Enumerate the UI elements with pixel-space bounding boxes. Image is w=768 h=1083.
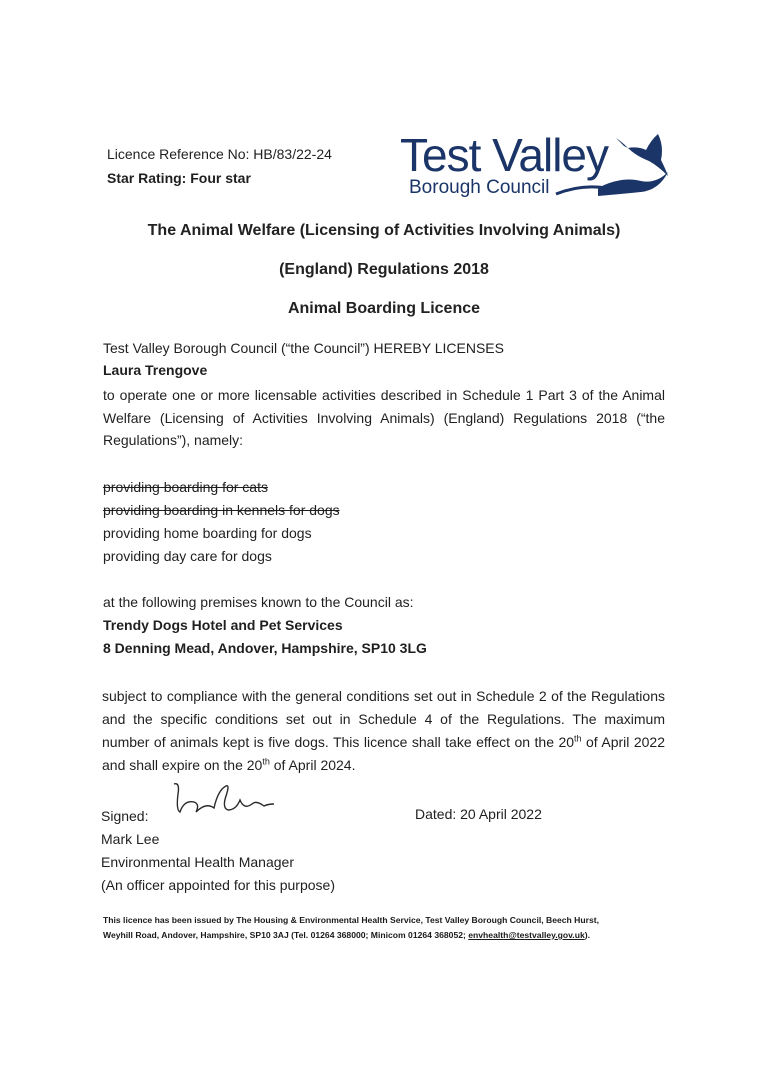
activity-item: providing boarding in kennels for dogs [103, 502, 340, 518]
logo-main-text: Test Valley [400, 129, 609, 181]
activity-item: providing home boarding for dogs [103, 525, 312, 541]
title-line-1: The Animal Welfare (Licensing of Activities Involving Animals) [147, 222, 621, 239]
activity-item: providing boarding for cats [103, 479, 268, 495]
ordinal-suffix: th [574, 733, 582, 744]
email-link[interactable]: envhealth@testvalley.gov.uk [468, 930, 585, 940]
logo-sub-text: Borough Council [409, 177, 550, 198]
footer-line-2 [103, 928, 673, 943]
signatory-role: Environmental Health Manager [101, 854, 294, 870]
conditions-text [102, 685, 665, 777]
conditions-part-3: of April 2024. [269, 757, 356, 773]
signed-label: Signed: [101, 808, 149, 824]
conditions-part-2: of April 2022 and shall expire on the 20 [102, 734, 665, 773]
licensee-name: Laura Trengove [103, 362, 208, 378]
licence-type-title: Animal Boarding Licence [287, 300, 481, 317]
footer-end: ). [584, 930, 590, 940]
premises-intro: at the following premises known to the Council as: [103, 594, 414, 610]
activity-item: providing day care for dogs [103, 548, 272, 564]
ordinal-suffix: th [262, 756, 270, 767]
signatory-name: Mark Lee [101, 831, 160, 847]
footer-line-1: This licence has been issued by The Housing & Environmental Health Service, Test Valley Borough Council, Beech Hurst, [103, 915, 600, 925]
licence-reference: Licence Reference No: HB/83/22-24 [107, 146, 332, 162]
title-line-2: (England) Regulations 2018 [279, 261, 489, 278]
operate-text: to operate one or more licensable activities described in Schedule 1 Part 3 of the Animal Welfare (Licensing of Activities Involving Animals) (England) Regulations 2018 (“the Regulations”), namely: [103, 387, 665, 448]
dated-text: Dated: 20 April 2022 [415, 806, 542, 822]
council-logo [396, 126, 676, 202]
footer-text [103, 913, 673, 943]
signatory-note: (An officer appointed for this purpose) [101, 877, 335, 893]
footer-address: Weyhill Road, Andover, Hampshire, SP10 3AJ (Tel. 01264 368000; Minicom 01264 368052; [103, 930, 469, 940]
premises-address: 8 Denning Mead, Andover, Hampshire, SP10 3LG [103, 640, 427, 656]
premises-name: Trendy Dogs Hotel and Pet Services [103, 617, 343, 633]
intro-text: Test Valley Borough Council (“the Council”) HEREBY LICENSES [103, 340, 504, 356]
signature-mark [170, 780, 280, 820]
star-rating: Star Rating: Four star [107, 170, 251, 186]
conditions-part-1: subject to compliance with the general conditions set out in Schedule 2 of the Regulations and the specific conditions set out in Schedule 4 of the Regulations. The maximum number of animals kept is five dogs. This licence shall take effect on the 20 [102, 688, 665, 750]
fish-icon [546, 126, 671, 202]
